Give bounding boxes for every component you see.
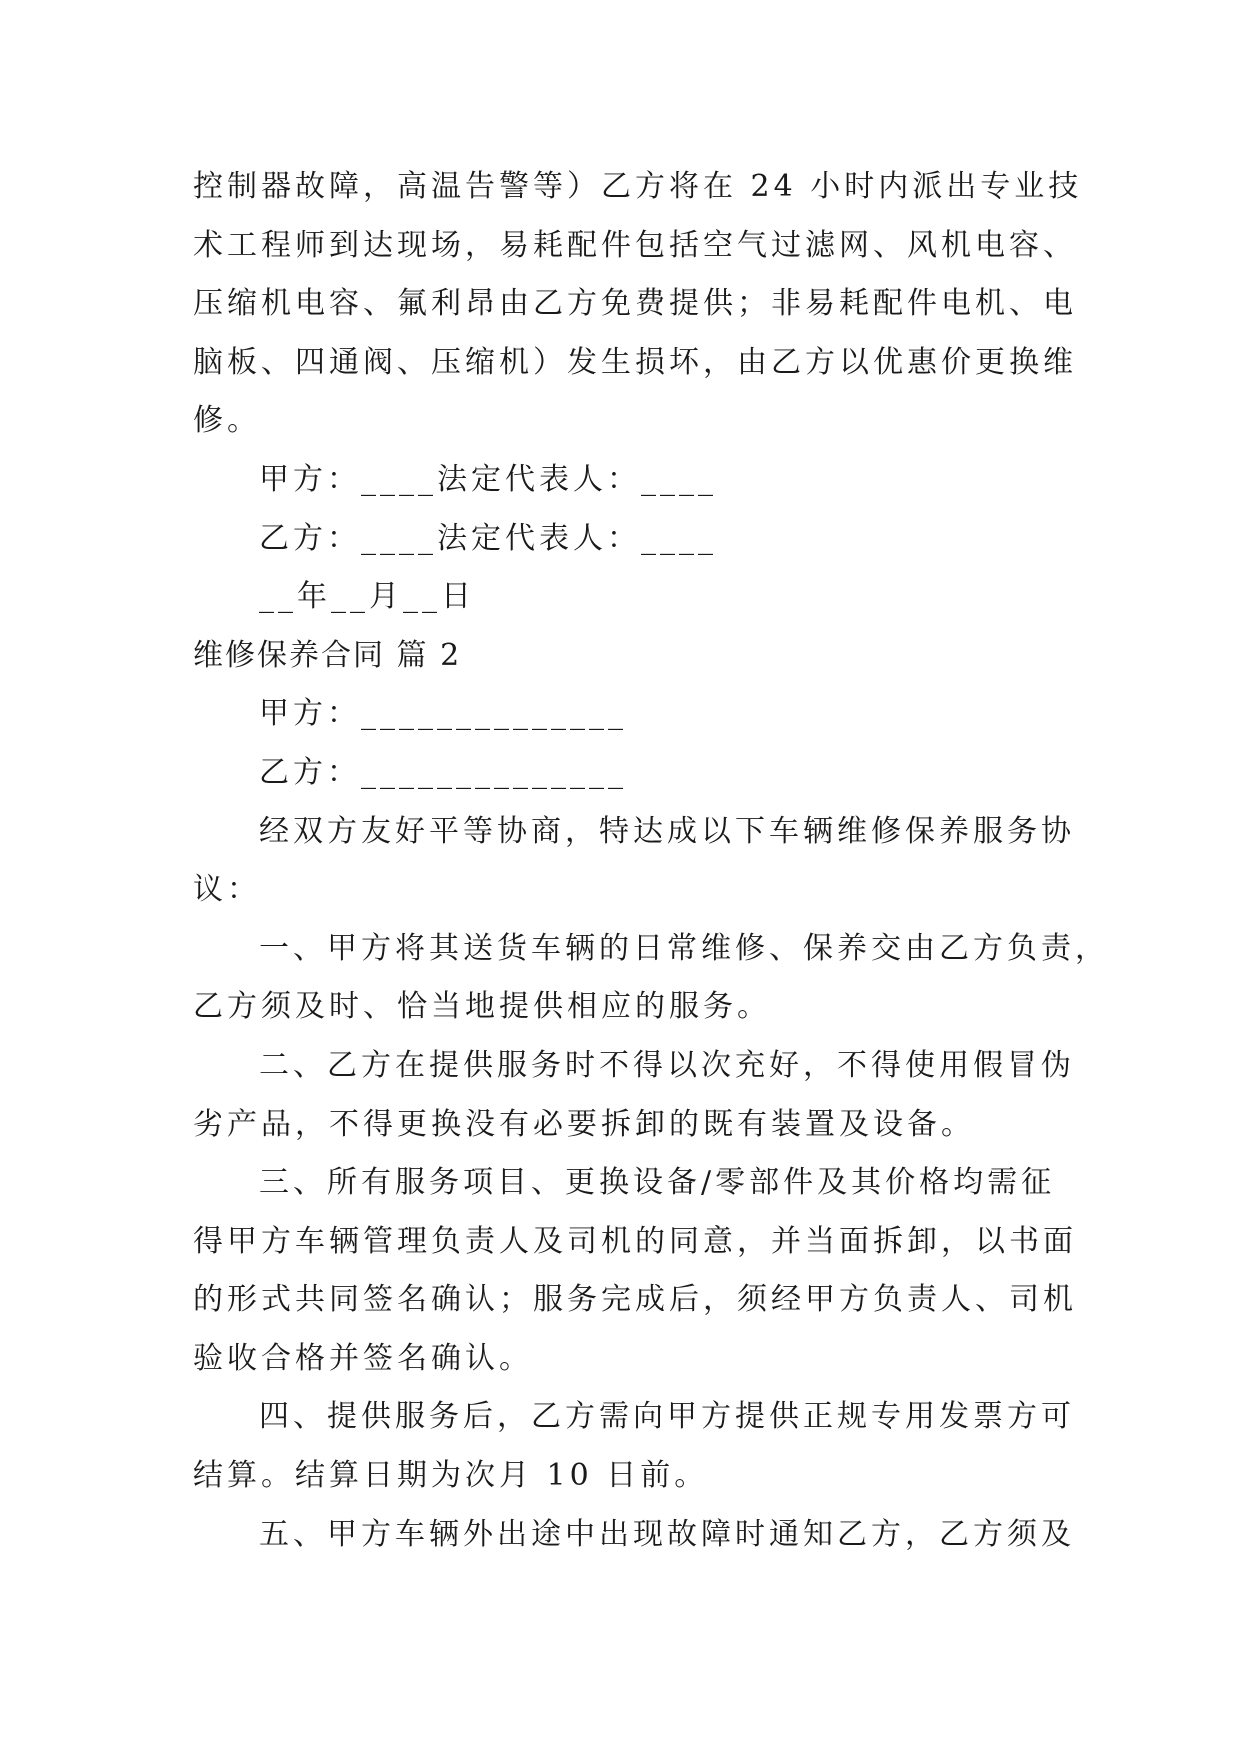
text-line: 结算。结算日期为次月 10 日前。 [193, 1458, 709, 1494]
text-line: 验收合格并签名确认。 [193, 1340, 533, 1376]
text-line: 得甲方车辆管理负责人及司机的同意，并当面拆卸，以书面 [193, 1223, 1077, 1259]
text-line: 术工程师到达现场，易耗配件包括空气过滤网、风机电容、 [193, 227, 1077, 263]
text-line: 甲方：______________ [259, 696, 627, 732]
text-line: 的形式共同签名确认；服务完成后，须经甲方负责人、司机 [193, 1282, 1077, 1318]
document-body [193, 158, 1109, 1564]
text-line: 一、甲方将其送货车辆的日常维修、保养交由乙方负责， [259, 930, 1109, 966]
text-line: 乙方：____法定代表人：____ [259, 520, 717, 556]
text-line: 乙方须及时、恰当地提供相应的服务。 [193, 989, 771, 1025]
text-line: 议： [193, 872, 261, 908]
text-line: 三、所有服务项目、更换设备/零部件及其价格均需征 [259, 1165, 1056, 1201]
text-line: 修。 [193, 403, 261, 439]
text-line: 压缩机电容、氟利昂由乙方免费提供；非易耗配件电机、电 [193, 286, 1077, 322]
text-line: 脑板、四通阀、压缩机）发生损坏，由乙方以优惠价更换维 [193, 344, 1077, 380]
text-line: 劣产品，不得更换没有必要拆卸的既有装置及设备。 [193, 1106, 975, 1142]
text-line: 四、提供服务后，乙方需向甲方提供正规专用发票方可 [259, 1399, 1075, 1435]
text-line: 五、甲方车辆外出途中出现故障时通知乙方，乙方须及 [259, 1516, 1075, 1552]
text-line: 二、乙方在提供服务时不得以次充好，不得使用假冒伪 [259, 1047, 1075, 1083]
text-line: 乙方：______________ [259, 754, 627, 790]
text-line: 甲方：____法定代表人：____ [259, 461, 717, 497]
text-line: 经双方友好平等协商，特达成以下车辆维修保养服务协 [259, 813, 1075, 849]
text-line: __年__月__日 [259, 579, 475, 615]
section-heading: 维修保养合同 篇 2 [193, 637, 462, 673]
text-line: 控制器故障，高温告警等）乙方将在 24 小时内派出专业技 [193, 169, 1083, 204]
